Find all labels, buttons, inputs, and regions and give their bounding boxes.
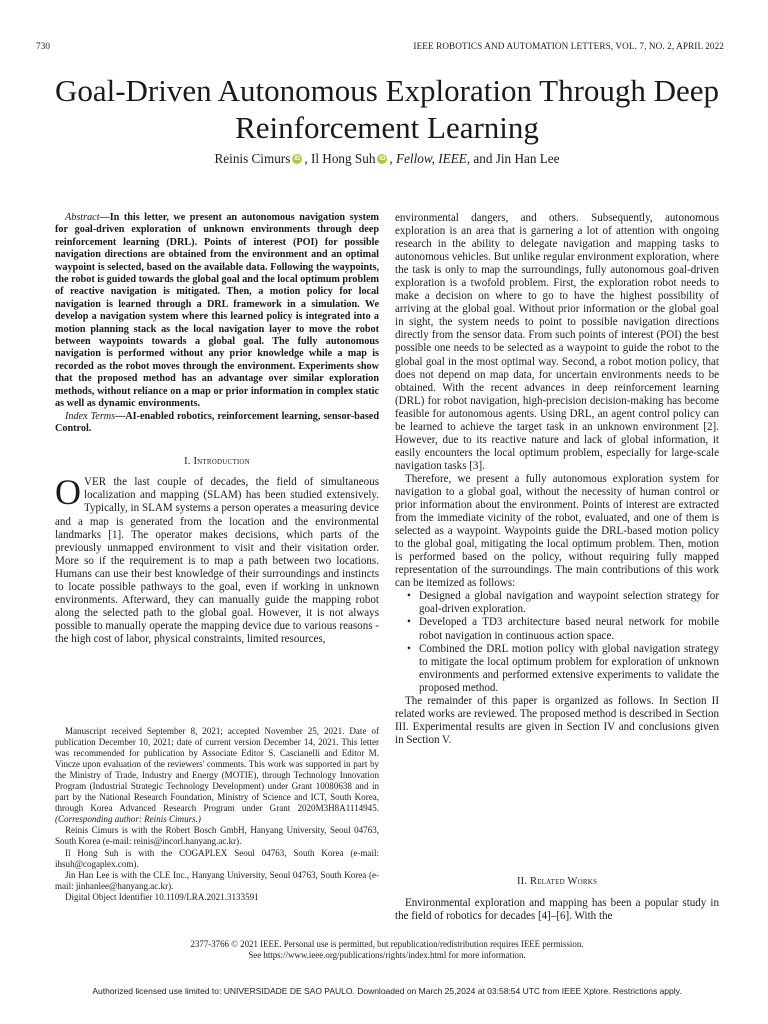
index-terms-label: Index Terms (65, 410, 116, 422)
section-heading-introduction (55, 455, 379, 468)
drop-cap: O (55, 472, 81, 513)
author-2-grade: Fellow, IEEE, (396, 151, 471, 166)
related-works-text (395, 897, 719, 923)
section-1-numeral: I. (184, 456, 191, 468)
author-2: Il Hong Suh (310, 151, 376, 166)
affiliation-2: Il Hong Suh is with the COGAPLEX Seoul 04763, South Korea (e-mail: ihsuh@cogaplex.com). (55, 847, 379, 869)
contributions-list (395, 590, 719, 694)
footnotes (55, 726, 379, 903)
section-2-paragraph: Environmental exploration and mapping has been a popular study in the field of robotics for decades [4]–[6]. With the (395, 897, 719, 923)
section-1-title: Introduction (193, 456, 250, 468)
copyright-line-1: 2377-3766 © 2021 IEEE. Personal use is permitted, but republication/redistribution requires IEEE permission. (190, 939, 584, 949)
page-number: 730 (36, 41, 51, 51)
section-2-numeral: II. (516, 876, 528, 887)
title-line-1: Goal-Driven Autonomous Exploration Through Deep (54, 73, 720, 108)
running-header (36, 41, 724, 55)
abstract-text: —In this letter, we present an autonomous navigation system for goal-driven exploration of unknown environments through deep reinforcement learning (DRL). Points of interest (POI) for possible navigation directions are obtained from the environment and an optimal waypoint is selected, based on the available data. Following the waypoints, the robot is guided towards the global goal and the local optimum problem of reactive navigation is mitigated. Then, a motion policy for local navigation is learned through a DRL framework in a simulation. We develop a navigation system where this learned policy is integrated into a motion planning stack as the local navigation layer to move the robot between waypoints towards a global goal. The fully autonomous navigation is performed without any prior knowledge while a map is recorded as the robot moves through the environment. Experiments show that the proposed method has an advantage over similar exploration methods, without reliance on a map or prior information in complex static as well as dynamic environments. (55, 212, 379, 410)
abstract-label: Abstract (65, 212, 100, 223)
right-column (395, 212, 719, 747)
journal-header: IEEE ROBOTICS AND AUTOMATION LETTERS, VOL. 7, NO. 2, APRIL 2022 (413, 41, 724, 51)
license-notice: Authorized licensed use limited to: UNIVERSIDADE DE SAO PAULO. Downloaded on March 25,2024 at 03:58:54 UTC from IEEE Xplore. Restrictions apply. (92, 986, 682, 996)
intro-first-word: VER (84, 476, 107, 489)
author-3: and Jin Han Lee (473, 151, 560, 166)
index-terms-text: —AI-enabled robotics, reinforcement learning, sensor-based Control. (55, 410, 379, 434)
corresponding-author: (Corresponding author: Reinis Cimurs.) (55, 814, 201, 825)
title-line-2: Reinforcement Learning (235, 110, 539, 145)
manuscript-note: Manuscript received September 8, 2021; accepted November 25, 2021. Date of publication December 10, 2021; date of current version December 14, 2021. This letter was recommended for publication by Associate Editor S. Cascianelli and Editor M. Vincze upon evaluation of the reviewers' comments. This work was supported in part by the Ministry of Trade, Industry and Energy (MOTIE), through Technology Innovation Program (Industrial Strategic Technology Development) under Grant 10080638 and in part by the National Research Foundation, Ministry of Science and ICT, South Korea, through Korea Advanced Research Program under Grant 2020M3H8A1114945. (Corresponding author: Reinis Cimurs.) (55, 726, 379, 825)
list-item: • Combined the DRL motion policy with global navigation strategy to mitigate the local optimum problem for exploration of unknown environments and performed extensive experiments to validate the proposed method. (419, 643, 719, 695)
index-terms (55, 411, 379, 436)
left-column (55, 212, 379, 646)
list-item: • Developed a TD3 architecture based neural network for mobile robot navigation in continuous action space. (419, 616, 719, 642)
author-list: Reinis Cimurs iD , Il Hong Suh iD , Fellow, IEEE, and Jin Han Lee (214, 151, 560, 166)
right-paragraph-2: Therefore, we present a fully autonomous exploration system for navigation to a global goal, without the necessity of human control or prior information about the environment. Points of interest are extracted from the immediate vicinity of the robot, evaluated, and one of them is selected as a waypoint. Waypoints guide the DRL-based motion policy to the global goal, mitigating the local optimum problem. Then, motion is performed based on the policy, without requiring fully mapped representation of the surroundings. The main contributions of this work can be itemized as follows: (395, 472, 719, 590)
affiliation-3: Jin Han Lee is with the CLE Inc., Hanyang University, Seoul 04763, South Korea (e-mail: jinhanlee@hanyang.ac.kr). (55, 869, 379, 891)
section-heading-related-works (395, 876, 719, 887)
paper-title (30, 72, 744, 146)
author-1: Reinis Cimurs (214, 151, 291, 166)
abstract (55, 212, 379, 411)
right-paragraph-3: The remainder of this paper is organized as follows. In Section II related works are reviewed. The proposed method is described in Section III. Experimental results are given in Section IV and conclusions given in Section V. (395, 694, 719, 746)
orcid-icon[interactable]: iD (379, 156, 386, 162)
intro-text: the last couple of decades, the field of simultaneous localization and mapping (SLAM) has been studied extensively. Typically, in SLAM systems a person operates a measuring device and a map is generated from the location and the environmental landmarks [1]. The operator makes decisions, which parts of the previously unmapped environment to visit and their visitation order. More so if the requirement is to map a path between two locations. Humans can use their best knowledge of their surroundings and instincts to locate possible pathways to the goal, even if working in unknown environments. Afterward, they can manually guide the mapping robot along the selected path to the global goal. However, it is not always possible to manually operate the mapping device due to various reasons - the high cost of labor, physical constraints, limited resources, (55, 476, 379, 645)
doi: Digital Object Identifier 10.1109/LRA.2021.3133591 (65, 891, 259, 902)
list-item: • Designed a global navigation and waypoint selection strategy for goal-driven exploration. (419, 590, 719, 616)
copyright-notice (30, 939, 744, 961)
intro-paragraph (55, 472, 379, 646)
right-paragraph-1: environmental dangers, and others. Subsequently, autonomous exploration is an area that is garnering a lot of attention with ongoing research in the ability to delegate navigation and mapping tasks to autonomous vehicles. But unlike regular environment exploration, where the task is only to map the surroundings, fully autonomous goal-driven exploration is a twofold problem. First, the exploration robot needs to make a decision on where to go to have the highest possibility of arriving at the global goal. Without prior information or the global goal in sight, the system needs to point to possible navigation directions directly from the sensor data. From such points of interest (POI) the best possible one needs to be selected as a waypoint to guide the robot to the global goal in the most optimal way. Second, a robot motion policy, that does not depend on map data, for uncertain environments needs to be obtained. With the recent advances in deep reinforcement learning (DRL) for robot navigation, high-precision decision-making has become feasible for autonomous agents. Using DRL, an agent control policy can be learned to achieve the target task in an unknown environment [2]. However, due to its reactive nature and lack of global information, it easily encounters the local optimum problem, especially for large-scale navigation tasks [3]. (395, 212, 719, 472)
orcid-icon[interactable]: iD (294, 156, 301, 162)
copyright-line-2: See https://www.ieee.org/publications/rights/index.html for more information. (248, 950, 526, 960)
affiliation-1: Reinis Cimurs is with the Robert Bosch GmbH, Hanyang University, Seoul 04763, South Korea (e-mail: reinis@incorl.hanyang.ac.kr). (55, 825, 379, 847)
section-2-title: Related Works (529, 876, 598, 887)
